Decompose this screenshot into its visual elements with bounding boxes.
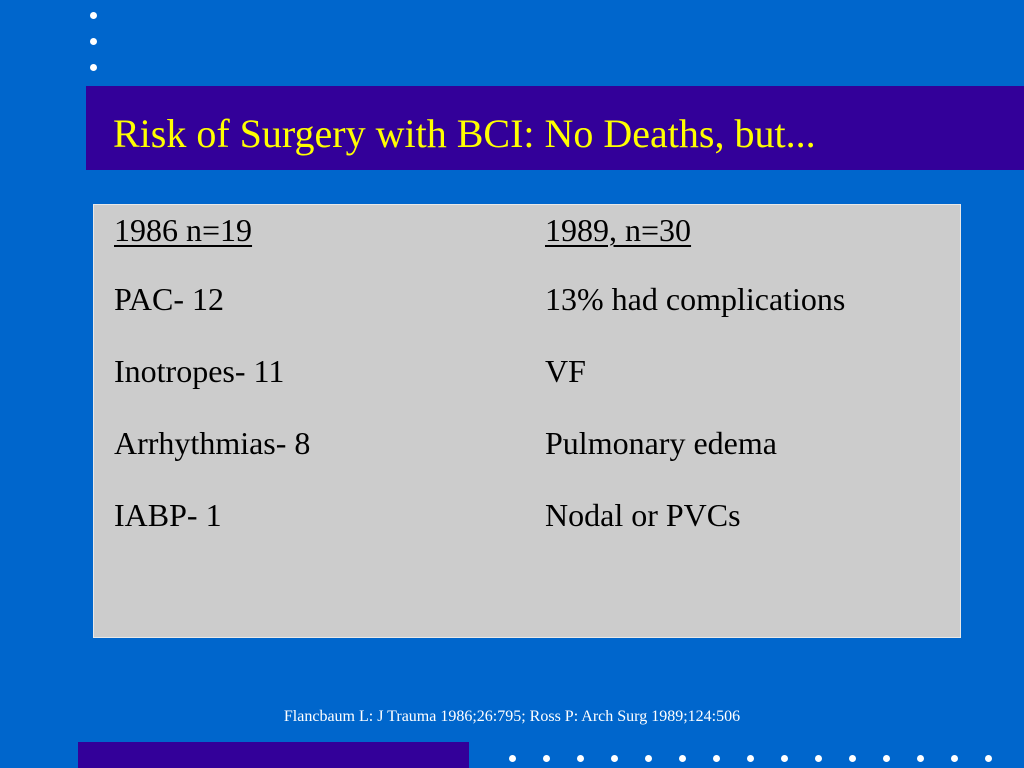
decorative-dot [883, 755, 890, 762]
decorative-dot [679, 755, 686, 762]
column-1-item: IABP- 1 [114, 497, 222, 533]
decorative-dot [781, 755, 788, 762]
content-panel [93, 204, 961, 638]
column-1-item: Inotropes- 11 [114, 353, 285, 389]
slide-title: Risk of Surgery with BCI: No Deaths, but... [113, 111, 816, 156]
bottom-bar [78, 742, 469, 768]
column-2-header: 1989, n=30 [545, 212, 692, 248]
column-2-item: VF [545, 353, 586, 389]
column-1-item: Arrhythmias- 8 [114, 425, 311, 461]
column-1-item: PAC- 12 [114, 281, 224, 317]
column-2-item: Nodal or PVCs [545, 497, 741, 533]
decorative-dot [951, 755, 958, 762]
column-2-item: Pulmonary edema [545, 425, 777, 461]
decorative-dot [645, 755, 652, 762]
decorative-dot [509, 755, 516, 762]
decorative-dot [577, 755, 584, 762]
decorative-dot [917, 755, 924, 762]
decorative-dot [90, 38, 97, 45]
decorative-dot [747, 755, 754, 762]
decorative-dot [985, 755, 992, 762]
decorative-dot [713, 755, 720, 762]
citation: Flancbaum L: J Trauma 1986;26:795; Ross P: Arch Surg 1989;124:506 [283, 708, 741, 725]
decorative-dot [90, 64, 97, 71]
decorative-dot [815, 755, 822, 762]
decorative-dot [543, 755, 550, 762]
column-2-item: 13% had complications [545, 281, 846, 317]
decorative-dot [90, 12, 97, 19]
decorative-dot [611, 755, 618, 762]
decorative-dot [849, 755, 856, 762]
column-1-header: 1986 n=19 [114, 212, 253, 248]
